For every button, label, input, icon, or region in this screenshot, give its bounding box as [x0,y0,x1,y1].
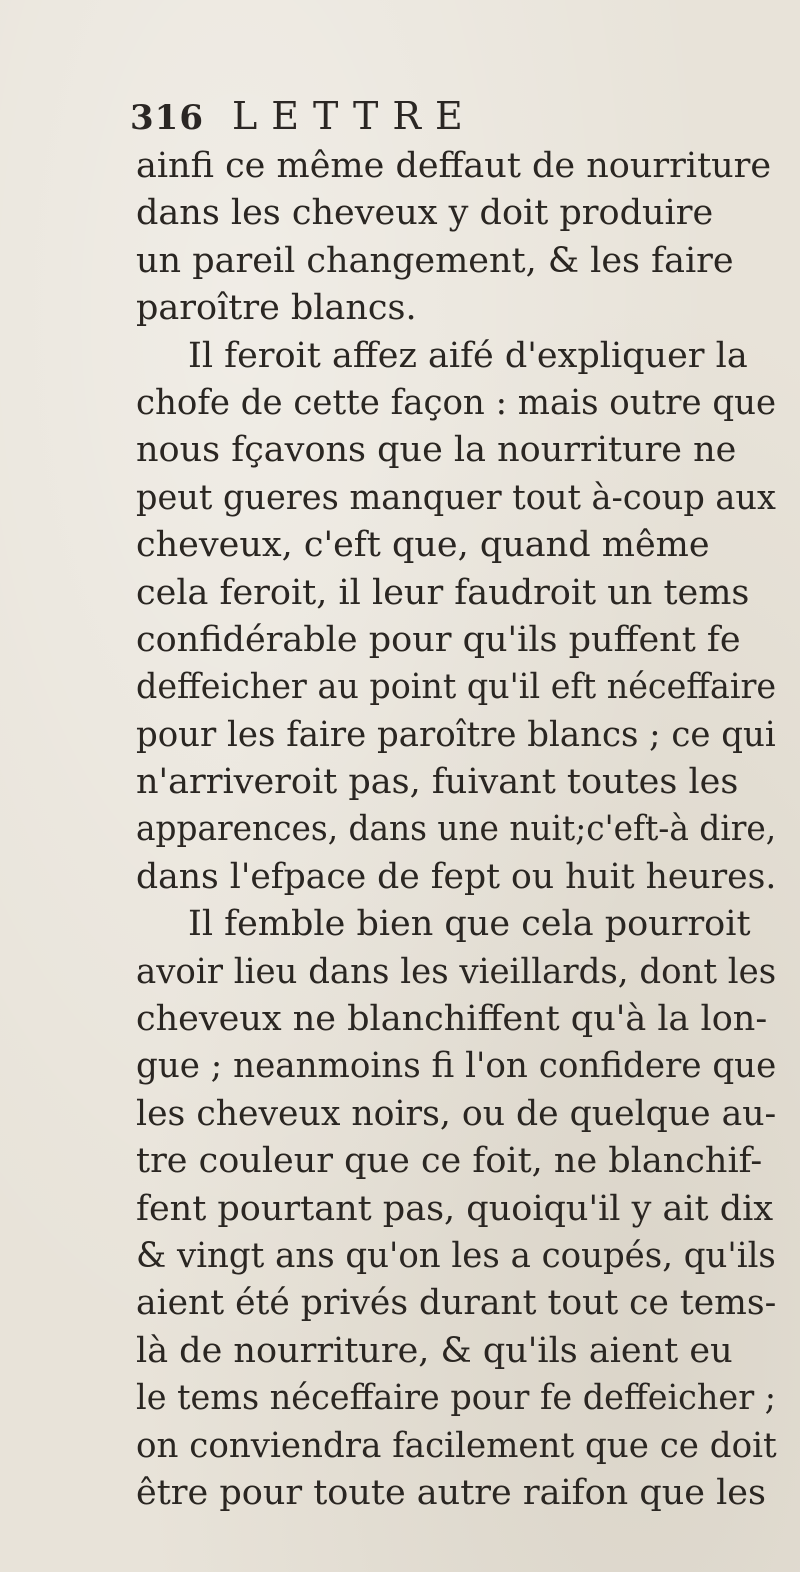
text-line: dans l'efpace de fept ou huit heures. [136,856,777,897]
text-line: ainfi ce même deffaut de nourriture [136,146,772,186]
text-line: cheveux ne blanchiffent qu'à la lon- [136,999,768,1040]
text-line: là de nourriture, & qu'ils aient eu [136,1330,733,1371]
text-line: pour les faire paroître blancs ; ce qui [136,714,776,755]
text-line: & vingt ans qu'on les a coupés, qu'ils [136,1235,776,1276]
body-text [136,143,776,1517]
text-line: peut gueres manquer tout à-coup aux [136,477,776,518]
text-line: nous fçavons que la nourriture ne [136,430,737,471]
text-line: tre couleur que ce foit, ne blanchif- [136,1141,763,1182]
text-line: on conviendra facilement que ce doit [136,1425,777,1466]
text-line: cela feroit, il leur faudroit un tems [136,572,750,613]
text-line: deffeicher au point qu'il eft néceffaire [136,667,777,708]
text-line: gue ; neanmoins fi l'on confidere que [136,1046,777,1087]
text-line: avoir lieu dans les vieillards, dont les [136,951,777,992]
page-number: 316 [130,98,204,138]
page-header [130,94,770,140]
text-line: le tems néceffaire pour fe deffeicher ; [136,1378,777,1419]
text-line: fent pourtant pas, quoiqu'il y ait dix [136,1188,774,1229]
text-line: aient été privés durant tout ce tems- [136,1283,777,1324]
text-line: cheveux, c'eft que, quand même [136,525,710,566]
text-line: chofe de cette façon : mais outre que [136,382,777,423]
text-line: être pour toute autre raifon que les [136,1472,766,1513]
text-line: paroître blancs. [136,288,417,329]
text-line: n'arriveroit pas, fuivant toutes les [136,762,739,803]
text-line: Il feroit affez aifé d'expliquer la [188,335,748,376]
text-line: les cheveux noirs, ou de quelque au- [136,1093,777,1134]
running-title: LETTRE [232,94,477,138]
text-line: apparences, dans une nuit;c'eft-à dire, [136,809,777,850]
text-line: dans les cheveux y doit produire [136,193,714,234]
text-line: un pareil changement, & les faire [136,240,734,281]
text-line: confidérable pour qu'ils puffent fe [136,619,741,660]
text-line: Il femble bien que cela pourroit [188,904,751,945]
